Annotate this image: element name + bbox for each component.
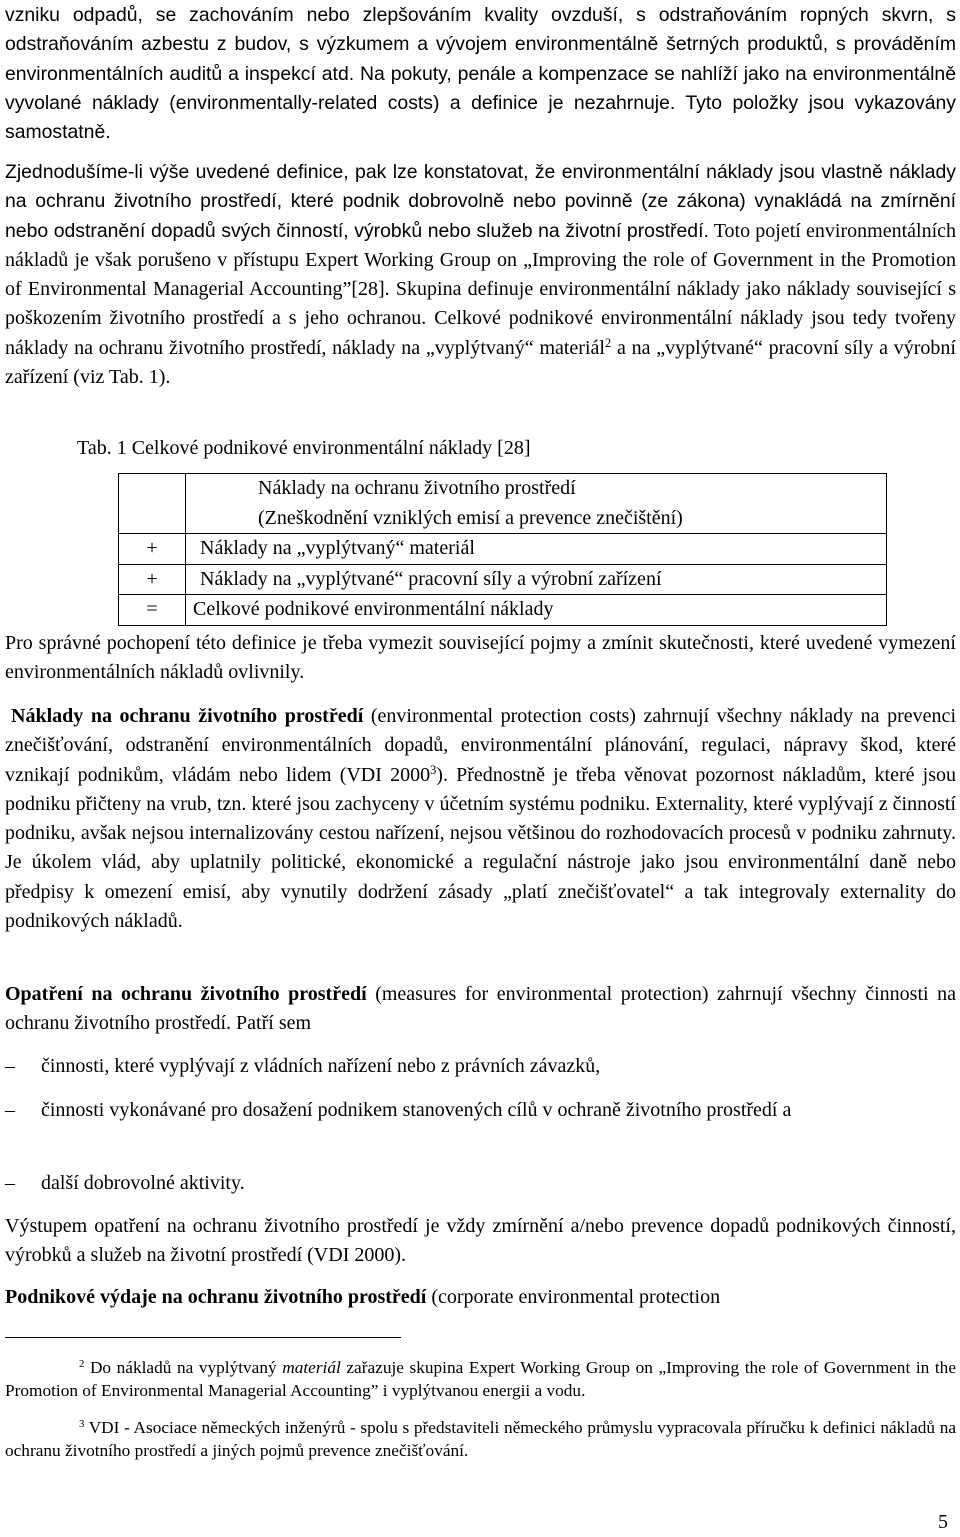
measures-paragraph — [5, 980, 956, 1039]
output-paragraph: Výstupem opatření na ochranu životního prostředí je vždy zmírnění a/nebo prevence dopadů podnikových činností, výrobků a služeb na životní prostředí (VDI 2000). — [5, 1215, 956, 1267]
protection-costs-text-2: ). Přednostně je třeba věnovat pozornost nákladům, které jsou podniku přičteny na vrub, tzn. které jsou zachyceny v účetním systému podniku. Externality, které vyplývají z činností podniku, avšak nejsou internalizovány cestou nařízení, nejsou většinou do rozhodovacích procesů v podniku zahrnuty. Je úkolem vlád, aby uplatnily politické, ekonomické a regulační nástroje jako jsou environmentální daně nebo předpisy k omezení emisí, aby vynutily dodržení zásady „platí znečišťovatel“ a tak integrovaly externality do podnikových nákladů. — [5, 763, 956, 933]
table-row — [119, 595, 887, 626]
top-paragraph-sentence-1: vzniku odpadů, se zachováním nebo zlepšováním kvality ovzduší, s odstraňováním ropných skvrn, s odstraňováním azbestu z budov, s výzkumem a vývojem environmentálně šetrných produktů, s prováděním environmentálních auditů a inspekcí atd. — [5, 4, 956, 85]
footnote-divider — [5, 1337, 401, 1338]
footnote-number: 3 — [79, 1418, 85, 1431]
dash-bullet-icon: – — [5, 1172, 15, 1194]
list-item-text: další dobrovolné aktivity. — [41, 1172, 245, 1194]
table-operator: + — [119, 534, 186, 565]
table-cell: Celkové podnikové environmentální náklady — [186, 595, 887, 626]
table-operator: + — [119, 564, 186, 595]
page-number: 5 — [938, 1511, 948, 1533]
table-cell: Náklady na „vyplýtvaný“ materiál — [186, 534, 887, 565]
footnote-ref-2[interactable]: 2 — [604, 335, 612, 350]
table-row — [119, 534, 887, 565]
table-operator — [119, 474, 186, 534]
top-paragraph — [5, 1, 956, 147]
protection-costs-paragraph — [5, 702, 956, 936]
dash-bullet-icon: – — [5, 1099, 15, 1121]
cost-table — [118, 473, 887, 626]
footnote-text: Do nákladů na vyplýtvaný — [84, 1358, 283, 1377]
list-item-text: činnosti, které vyplývají z vládních nařízení nebo z právních závazků, — [41, 1055, 601, 1077]
top-paragraph-sentence-2: Na pokuty, penále a kompenzace se nahlíží jako na environmentálně vyvolané náklady (environmentally-related costs) a definice je nezahrnuje. — [5, 62, 957, 114]
list-item — [5, 1169, 956, 1198]
list-item — [5, 1052, 956, 1081]
footnote-text: VDI - Asociace německých inženýrů - spolu s představiteli německého průmyslu vypracovala příručku k definici nákladů na ochranu životního prostředí a jiných pojmů prevence znečišťování. — [5, 1418, 956, 1460]
footnote-text: zařazuje skupina Expert Working Group on „Improving the role of Government in the Promotion of Environmental Managerial Accounting” i vyplýtvanou energii a vodu. — [5, 1358, 956, 1400]
definition-part-1: Zjednodušíme-li výše uvedené definice, pak lze konstatovat, že environmentální náklady jsou vlastně náklady na ochranu životního prostředí, které podnik dobrovolně nebo povinně (ze zákona) vynakládá na zmírnění nebo odstranění dopadů svých činností, výrobků nebo služeb na životní prostředí. — [5, 161, 956, 242]
definition-part-2: Toto pojetí environmentálních nákladů je však porušeno v přístupu Expert Working Group on „Improving the role of Government in the Promotion of Environmental Managerial Accounting”[28]. — [5, 219, 957, 301]
measures-text: (measures for environmental protection) zahrnují všechny činnosti na ochranu životního prostředí. Patří sem — [5, 983, 956, 1035]
table-cell-line-2: (Zneškodnění vzniklých emisí a prevence znečištění) — [258, 506, 683, 529]
footnote-ref-3[interactable]: 3 — [430, 762, 437, 777]
expenditure-paragraph — [5, 1283, 956, 1312]
top-paragraph-sentence-3: Tyto položky jsou vykazovány samostatně. — [5, 91, 956, 144]
measures-term: Opatření na ochranu životního prostředí — [5, 983, 367, 1005]
definition-part-3: Skupina definuje environmentální náklady jako náklady související s poškozením životního prostředí a s jeho ochranou. — [5, 278, 956, 330]
table-row — [119, 564, 887, 595]
table-caption: Tab. 1 Celkové podnikové environmentální náklady [28] — [77, 437, 531, 459]
list-item — [5, 1096, 956, 1125]
footnote-number: 2 — [79, 1358, 85, 1371]
footnote-2 — [5, 1356, 956, 1402]
protection-costs-term: Náklady na ochranu životního prostředí — [11, 705, 364, 727]
dash-bullet-icon: – — [5, 1055, 15, 1077]
after-table-paragraph: Pro správné pochopení této definice je třeba vymezit související pojmy a zmínit skutečnosti, které uvedené vymezení environmentálních nákladů ovlivnily. — [5, 632, 956, 684]
footnote-italic-text: materiál — [282, 1358, 341, 1377]
definition-part-4a: Celkové podnikové environmentální náklady jsou tedy tvořeny náklady na ochranu životního prostředí, náklady na „vyplýtvaný“ materiál — [5, 307, 956, 359]
table-row — [119, 474, 887, 534]
table-cell: Náklady na „vyplýtvané“ pracovní síly a výrobní zařízení — [186, 564, 887, 595]
table-operator: = — [119, 595, 186, 626]
list-item-text: činnosti vykonávané pro dosažení podnikem stanovených cílů v ochraně životního prostředí a — [41, 1099, 792, 1121]
table-cell — [186, 474, 887, 534]
expenditure-text: (corporate environmental protection — [426, 1286, 721, 1308]
protection-costs-text-1: (environmental protection costs) zahrnují všechny náklady na prevenci znečišťování, odstranění environmentálních dopadů, environmentální plánování, regulaci, nápravy škod, které vznikají podnikům, vládám nebo lidem (VDI 2000 — [5, 705, 956, 786]
footnote-3 — [5, 1416, 956, 1462]
definition-paragraph — [5, 158, 956, 392]
definition-part-4b: a na „vyplýtvané“ pracovní síly a výrobní zařízení (viz Tab. 1). — [5, 336, 956, 389]
table-cell-line-1: Náklady na ochranu životního prostředí — [258, 477, 576, 499]
expenditure-term: Podnikové výdaje na ochranu životního prostředí — [5, 1286, 427, 1308]
